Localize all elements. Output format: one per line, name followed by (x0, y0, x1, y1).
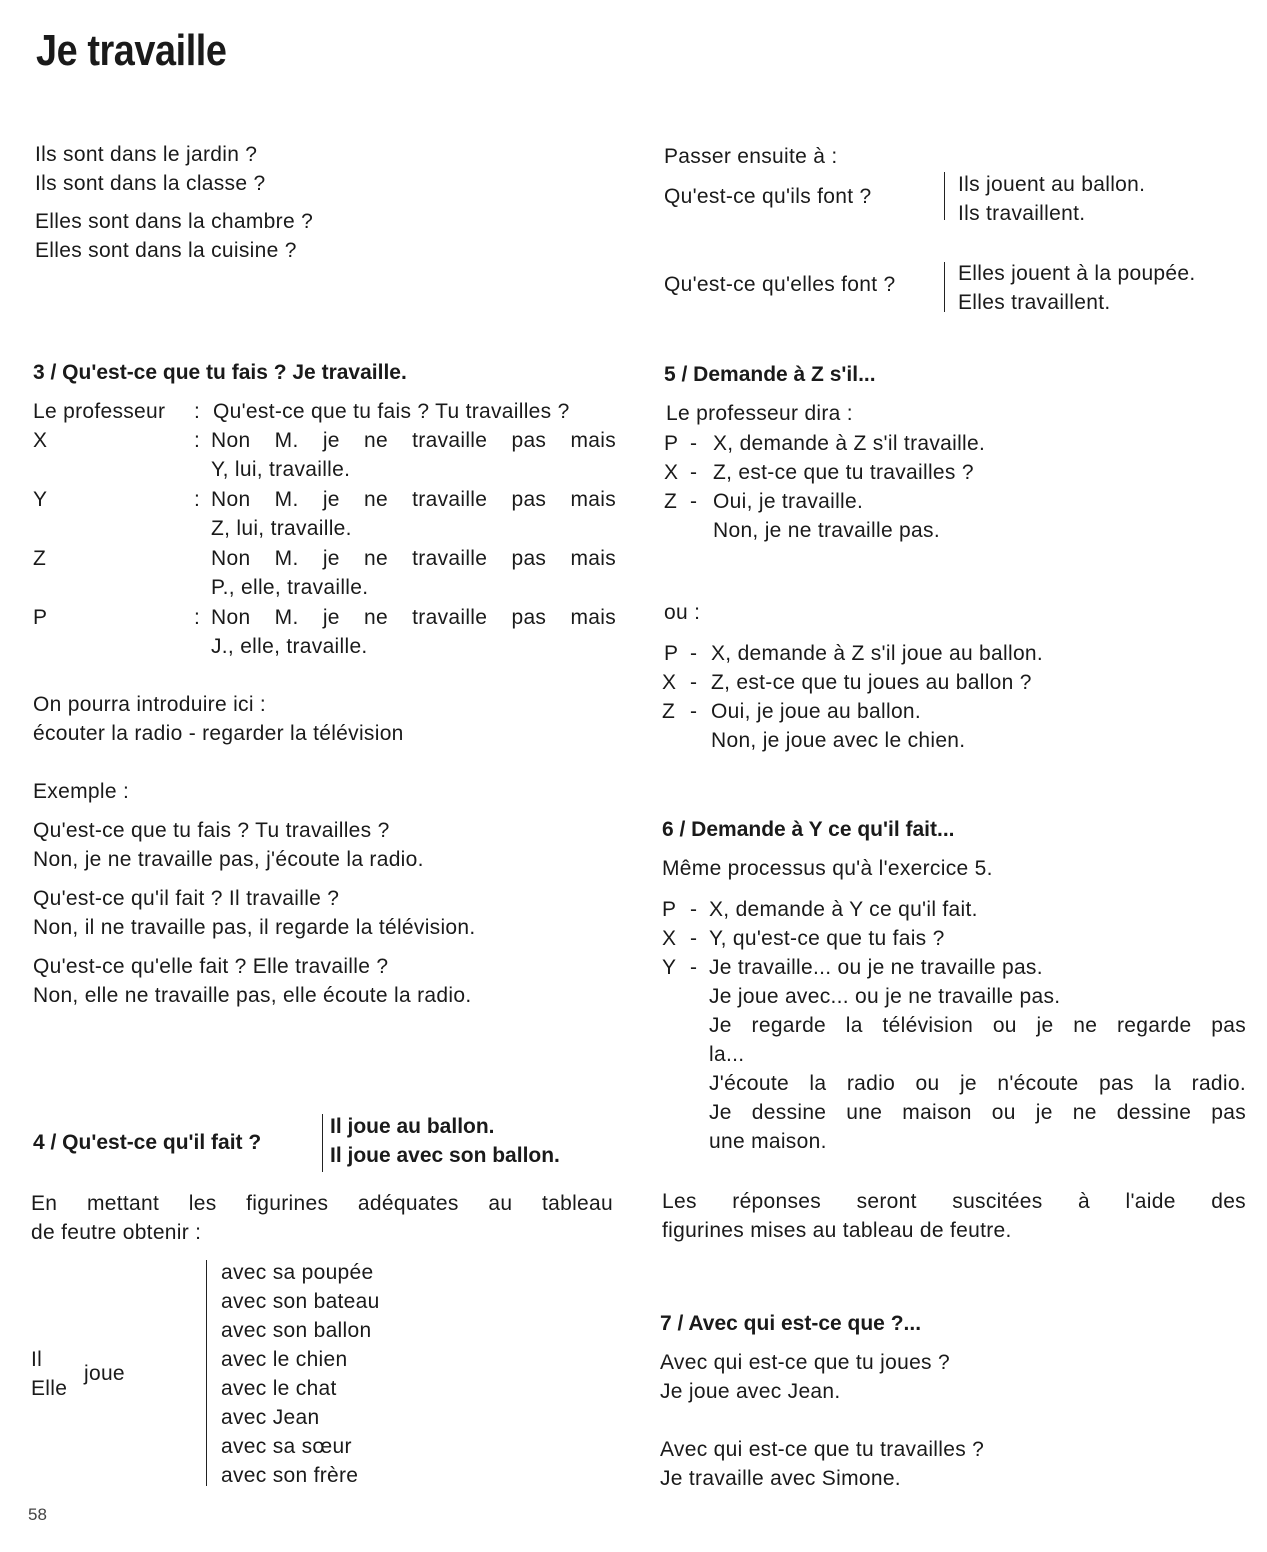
subject-il: Il (31, 1348, 43, 1371)
passer-answer: Ils jouent au ballon. (958, 173, 1146, 196)
example-answer: Non, il ne travaille pas, il regarde la télévision. (33, 916, 476, 939)
exercise-4-heading: 4 / Qu'est-ce qu'il fait ? (33, 1131, 262, 1154)
subject-elle: Elle (31, 1377, 68, 1400)
dialog-dash: - (690, 898, 698, 921)
dialog-line: J'écoute la radio ou je n'écoute pas la radio. (709, 1072, 1246, 1095)
speaker-line: Non M. je ne travaille pas mais (211, 606, 616, 629)
speaker-line: Y, lui, travaille. (211, 458, 351, 481)
page-number: 58 (28, 1505, 47, 1524)
speaker-line: P., elle, travaille. (211, 576, 369, 599)
dialog-dash: - (690, 461, 698, 484)
intro-line: Elles sont dans la chambre ? (35, 210, 314, 233)
speaker-line: Non M. je ne travaille pas mais (211, 429, 616, 452)
intro-line: Ils sont dans le jardin ? (35, 143, 258, 166)
exercise-5-intro: Le professeur dira : (666, 402, 853, 425)
dialog-speaker: P (664, 432, 679, 455)
exercise-5-heading: 5 / Demande à Z s'il... (664, 363, 876, 386)
dialog-line: Non, je joue avec le chien. (711, 729, 966, 752)
exercise-4-answer: Il joue avec son ballon. (330, 1144, 560, 1167)
exercise-6-intro: Même processus qu'à l'exercice 5. (662, 857, 993, 880)
speaker-colon: : (194, 429, 201, 452)
complement-item: avec sa sœur (221, 1435, 352, 1458)
exercise-7-heading: 7 / Avec qui est-ce que ?... (660, 1312, 922, 1335)
complement-item: avec le chat (221, 1377, 337, 1400)
dialog-speaker: X (662, 927, 677, 950)
complement-item: avec son ballon (221, 1319, 372, 1342)
dialog-line: Non, je ne travaille pas. (713, 519, 940, 542)
dialog-line: Z, est-ce que tu travailles ? (713, 461, 974, 484)
example-question: Qu'est-ce que tu fais ? Tu travailles ? (33, 819, 390, 842)
example-answer: Non, je ne travaille pas, j'écoute la radio. (33, 848, 424, 871)
example-question: Qu'est-ce qu'il fait ? Il travaille ? (33, 887, 340, 910)
exercise-7-line: Avec qui est-ce que tu joues ? (660, 1351, 950, 1374)
example-label: Exemple : (33, 780, 130, 803)
dialog-line: Y, qu'est-ce que tu fais ? (709, 927, 945, 950)
dialog-dash: - (690, 927, 698, 950)
example-answer: Non, elle ne travaille pas, elle écoute la radio. (33, 984, 472, 1007)
dialog-line: X, demande à Y ce qu'il fait. (709, 898, 978, 921)
passer-answer: Elles jouent à la poupée. (958, 262, 1196, 285)
dialog-line: Oui, je joue au ballon. (711, 700, 922, 723)
complement-item: avec le chien (221, 1348, 348, 1371)
speaker-line: Z, lui, travaille. (211, 517, 352, 540)
dialog-line: Je dessine une maison ou je ne dessine pas (709, 1101, 1246, 1124)
dialog-dash: - (690, 490, 698, 513)
page-title: Je travaille (36, 26, 227, 75)
dialog-line: Z, est-ce que tu joues au ballon ? (711, 671, 1032, 694)
speaker-label: Z (33, 547, 47, 570)
brace-bar (944, 262, 945, 312)
ou-label: ou : (664, 601, 701, 624)
brace-bar (944, 172, 945, 220)
dialog-dash: - (690, 956, 698, 979)
dialog-speaker: X (662, 671, 677, 694)
complement-item: avec son frère (221, 1464, 359, 1487)
dialog-speaker: Z (662, 700, 676, 723)
exercise-7-line: Je travaille avec Simone. (660, 1467, 901, 1490)
passer-answer: Elles travaillent. (958, 291, 1111, 314)
dialog-line: X, demande à Z s'il travaille. (713, 432, 986, 455)
complement-item: avec Jean (221, 1406, 320, 1429)
verb-joue: joue (84, 1362, 125, 1385)
dialog-speaker: Z (664, 490, 678, 513)
exercise-6-heading: 6 / Demande à Y ce qu'il fait... (662, 818, 955, 841)
speaker-label: Y (33, 488, 48, 511)
complement-item: avec son bateau (221, 1290, 380, 1313)
speaker-colon: : (194, 488, 201, 511)
speaker-line: Non M. je ne travaille pas mais (211, 547, 616, 570)
dialog-line: Je travaille... ou je ne travaille pas. (709, 956, 1043, 979)
passer-question: Qu'est-ce qu'elles font ? (664, 273, 896, 296)
speaker-colon: : (194, 606, 201, 629)
dialog-line: une maison. (709, 1130, 827, 1153)
dialog-dash: - (690, 671, 698, 694)
dialog-speaker: Y (662, 956, 677, 979)
passer-question: Qu'est-ce qu'ils font ? (664, 185, 872, 208)
brace-bar (322, 1114, 323, 1172)
dialog-speaker: P (664, 642, 679, 665)
dialog-speaker: X (664, 461, 679, 484)
dialog-speaker: P (662, 898, 677, 921)
speaker-line: Non M. je ne travaille pas mais (211, 488, 616, 511)
dialog-line: la... (709, 1043, 745, 1066)
exercise-4-text: En mettant les figurines adéquates au tableau (31, 1192, 613, 1215)
example-question: Qu'est-ce qu'elle fait ? Elle travaille ? (33, 955, 389, 978)
intro-line: Elles sont dans la cuisine ? (35, 239, 297, 262)
exercise-4-answer: Il joue au ballon. (330, 1115, 495, 1138)
dialog-line: Oui, je travaille. (713, 490, 864, 513)
exercise-7-line: Je joue avec Jean. (660, 1380, 841, 1403)
speaker-label: X (33, 429, 48, 452)
dialog-dash: - (690, 432, 698, 455)
exercise-7-line: Avec qui est-ce que tu travailles ? (660, 1438, 985, 1461)
speaker-label: P (33, 606, 48, 629)
speaker-line: Qu'est-ce que tu fais ? Tu travailles ? (213, 400, 570, 423)
complement-bar (206, 1260, 207, 1486)
exercise-6-note: figurines mises au tableau de feutre. (662, 1219, 1012, 1242)
dialog-dash: - (690, 700, 698, 723)
passer-heading: Passer ensuite à : (664, 145, 838, 168)
dialog-line: X, demande à Z s'il joue au ballon. (711, 642, 1044, 665)
passer-answer: Ils travaillent. (958, 202, 1086, 225)
intro-note: écouter la radio - regarder la télévision (33, 722, 404, 745)
exercise-6-note: Les réponses seront suscitées à l'aide des (662, 1190, 1246, 1213)
dialog-line: Je joue avec... ou je ne travaille pas. (709, 985, 1061, 1008)
complement-item: avec sa poupée (221, 1261, 374, 1284)
dialog-dash: - (690, 642, 698, 665)
exercise-3-heading: 3 / Qu'est-ce que tu fais ? Je travaille. (33, 361, 407, 384)
speaker-line: J., elle, travaille. (211, 635, 368, 658)
exercise-4-text: de feutre obtenir : (31, 1221, 202, 1244)
intro-line: Ils sont dans la classe ? (35, 172, 266, 195)
speaker-colon: : (194, 400, 201, 423)
speaker-label: Le professeur (33, 400, 166, 423)
dialog-line: Je regarde la télévision ou je ne regarde pas (709, 1014, 1246, 1037)
intro-note: On pourra introduire ici : (33, 693, 267, 716)
